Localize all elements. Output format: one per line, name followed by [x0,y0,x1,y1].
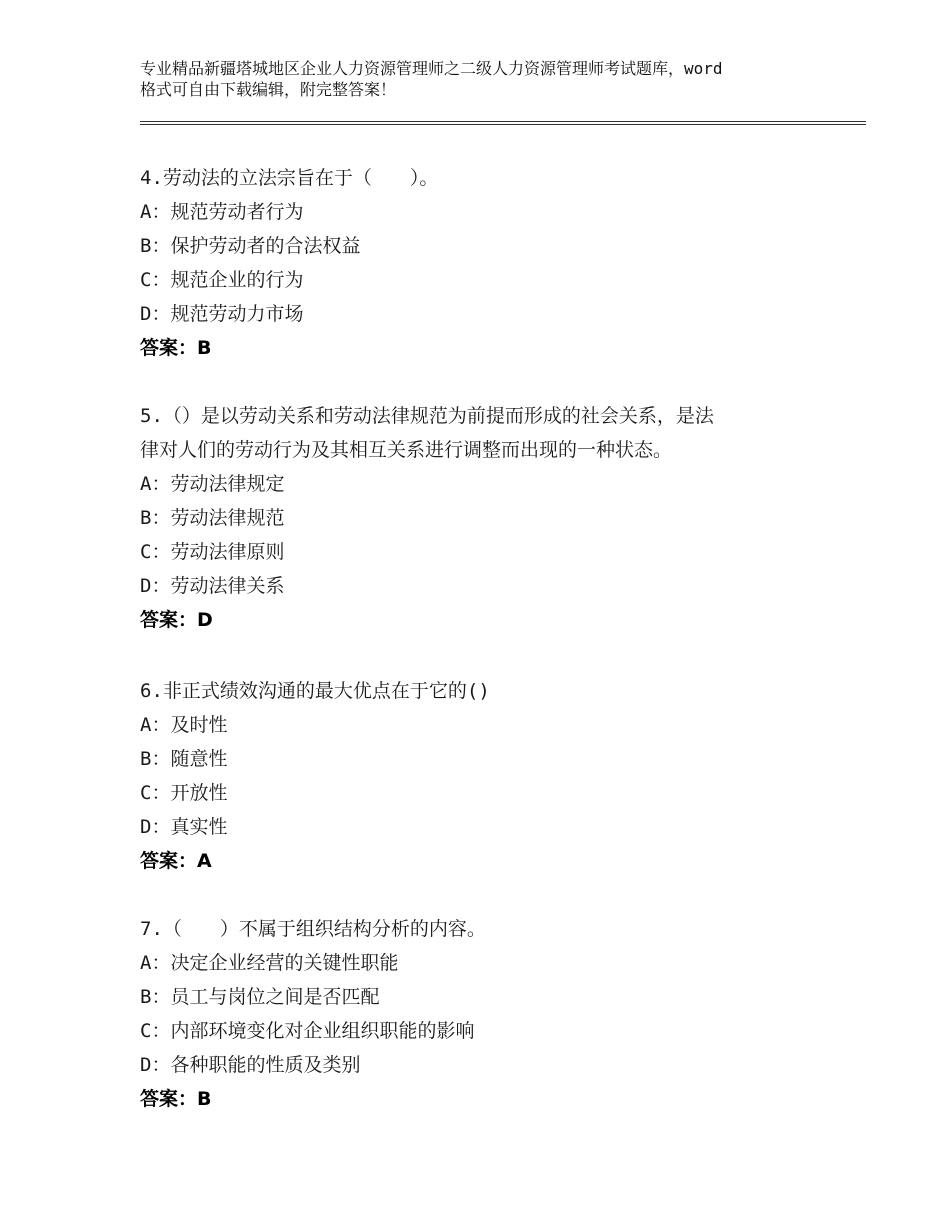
question-stem-line-2: 律对人们的劳动行为及其相互关系进行调整而出现的一种状态。 [140,439,673,461]
header-title-line-2: 格式可自由下载编辑，附完整答案！ [140,80,397,99]
question-stem-line-1: 5.（）是以劳动关系和劳动法律规范为前提而形成的社会关系，是法 [140,405,714,427]
option-a: A：及时性 [140,714,228,736]
option-d: D：劳动法律关系 [140,575,285,597]
option-a: A：规范劳动者行为 [140,201,304,223]
option-b: B：员工与岗位之间是否匹配 [140,986,380,1008]
option-c: C：内部环境变化对企业组织职能的影响 [140,1020,475,1042]
option-a: A：劳动法律规定 [140,473,285,495]
document-header [140,58,840,100]
question-stem: 7.（ ）不属于组织结构分析的内容。 [140,918,486,940]
header-title-line-1: 专业精品新疆塔城地区企业人力资源管理师之二级人力资源管理师考试题库，word [140,59,723,78]
option-d: D：真实性 [140,816,228,838]
option-b: B：保护劳动者的合法权益 [140,235,361,257]
question-7 [140,912,830,1116]
question-5 [140,399,830,637]
answer-label: 答案：B [140,337,212,359]
answer-label: 答案：B [140,1088,212,1110]
option-b: B：随意性 [140,748,228,770]
option-d: D：规范劳动力市场 [140,303,304,325]
option-b: B：劳动法律规范 [140,507,285,529]
question-stem: 6.非正式绩效沟通的最大优点在于它的() [140,680,490,702]
option-a: A：决定企业经营的关键性职能 [140,952,399,974]
question-stem: 4.劳动法的立法宗旨在于（ ）。 [140,167,439,189]
answer-label: 答案：A [140,850,212,872]
question-6 [140,674,830,878]
option-c: C：劳动法律原则 [140,541,285,563]
header-divider-bottom [140,124,866,125]
question-4 [140,161,830,365]
answer-label: 答案：D [140,609,213,631]
option-d: D：各种职能的性质及类别 [140,1054,361,1076]
option-c: C：规范企业的行为 [140,269,304,291]
option-c: C：开放性 [140,782,228,804]
header-divider-top [140,121,866,122]
